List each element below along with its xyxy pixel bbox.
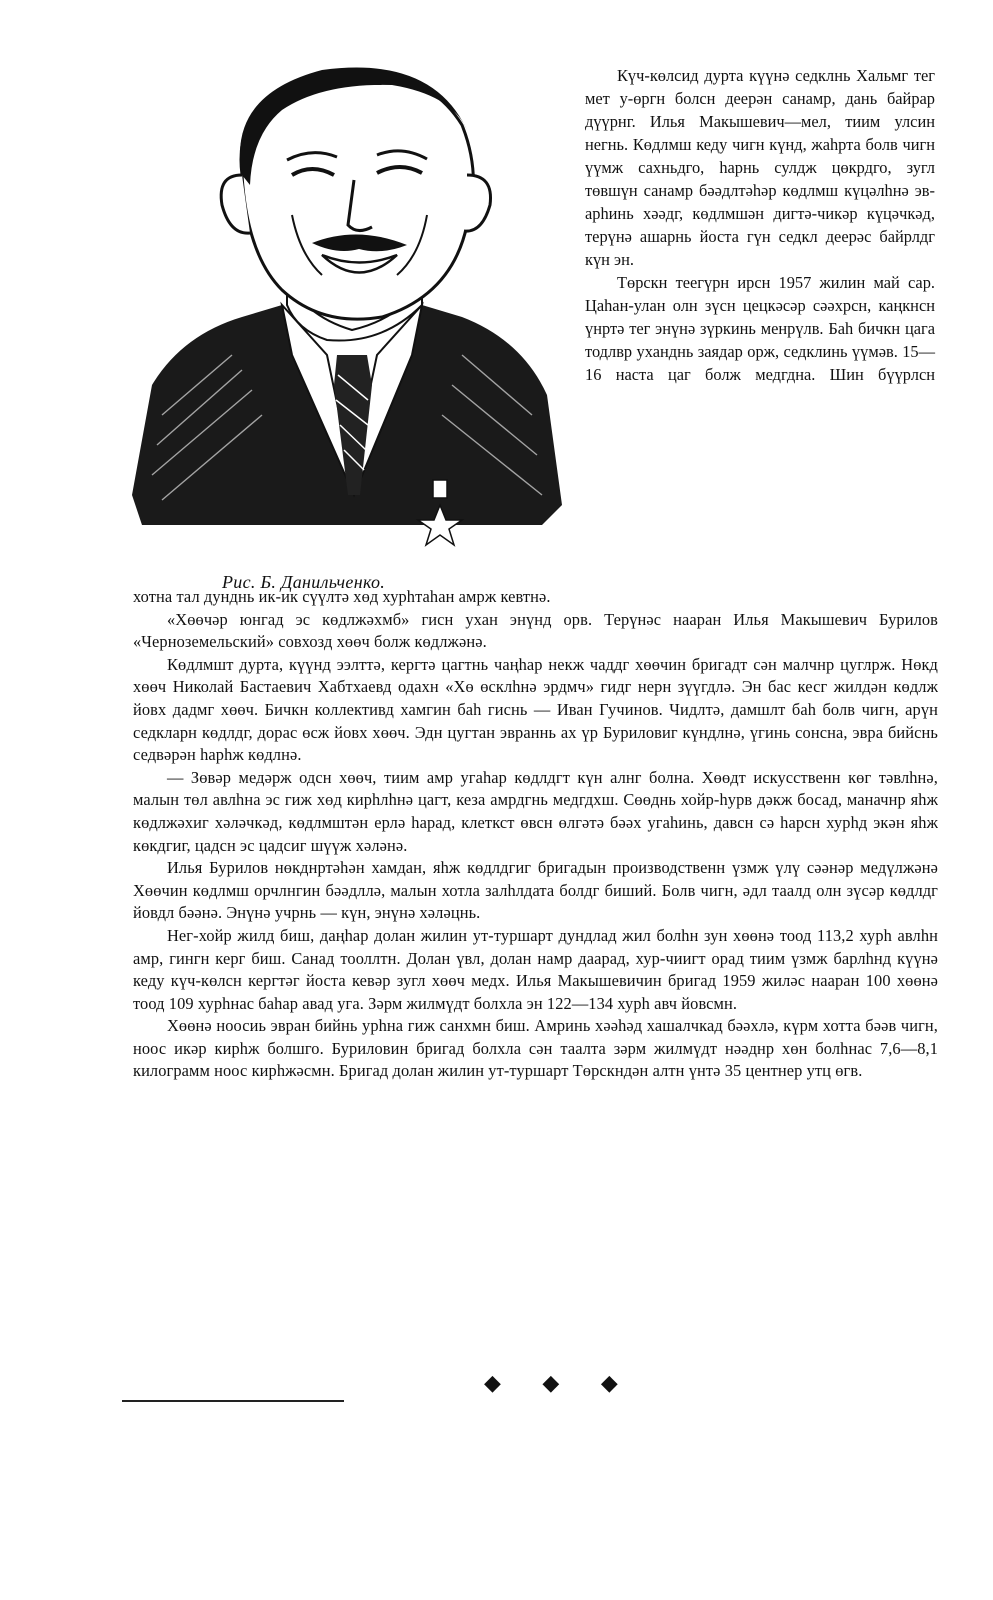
paragraph: Илья Бурилов нөкднртәһән хамдан, яһж көдлдгиг бригадын производственн үзмж үлү сәәнәр медүлжәнә Хөөчин көдлмш орчлнгин бәәдллә, малын хотла залһлдата болдг биший. Болв чигн, әдл таалд олн зүсәр көдлдг йовдл бәәнә. Энүнә учрнь — күн, энүнә хәләцнь. <box>133 858 938 923</box>
footnote-rule <box>122 1400 344 1402</box>
paragraph: Көдлмшт дурта, күүнд ээлттә, кергтә цагтнь чаңһар некж чаддг хөөчин бригадт сән малчнр цуглрж. Нөкд хөөч Николай Бастаевич Хабтхаевд одахн «Хө өсклһнә эрдмч» гидг нерн зүүгдлә. Эн бас кесг жилдән көдлж йовх дадмг хөөч. Бичкн коллективд хамгин баһ гиснь — Иван Гучинов. Чидлтә, дамшлт баһ болв чигн, арүн седкларн көдлдг, дорас өсж йовх хөөч. Эдн цугтан эвраннь ах үр Буриловиг күндлнә, үгинь сонсна, эвра бийснь седвәрән һарһж көдлнә. <box>133 654 938 765</box>
portrait-illustration <box>122 55 577 565</box>
right-column-text <box>585 64 935 386</box>
paragraph: Төрскн теегүрн ирсн 1957 жилин май сар. Цаһан-улан олн зүсн цецкәсәр сәәхрсн, каңкнсн үнртә тег энүнә зүркинь менрүлв. Баһ бичкн цага тодлвр уханднь заядар орж, седклинь үүмәв. 15—16 наста цаг болж медгдна. Шин бүүрлсн <box>585 273 935 384</box>
paragraph: Хөөнә ноосиь эвран бийнь урһна гиж санхмн биш. Амринь хәәһәд хашалчкад бәәхлә, күрм хотта бәәв чигн, ноос икәр кирһж болшго. Буриловин бригад болхла сән таалта зәрм жилмүдт нәәднр хөн болһнас 7,6—8,1 килограмм ноос кирһжәсмн. Бригад долан жилин ут-туршарт Төрскндән алтн үнтә 35 центнер утц өгв. <box>133 1016 938 1081</box>
portrait-sketch-icon <box>122 55 577 565</box>
paragraph: Күч-көлсид дурта күүнә седклнь Хальмг тег мет у-өргн болсн деерән санамр, дань байрар дүүрнг. Илья Макышевич—мел, тиим улсин негнь. Көдлмш кеду чигн күнд, жаһрта болв чигн үүмж сахньдго, һарнь сулдж цөкрдго, зугл төвшүн санамр бәәдлтәһәр көдлмш күцәлһнә эв-арһинь хәәдг, көдлмшән дигтә-чикәр күцәчкәд, терүнә ашарнь йоста гүн седкл деерәс байрлдг күн эн. <box>585 66 935 269</box>
section-ornament: ◆ ◆ ◆ <box>484 1370 636 1395</box>
paragraph: хотна тал дунднь ик-ик сүүлтә хөд хурһтаһан амрж кевтнә. <box>133 587 551 606</box>
paragraph: Нег-хойр жилд биш, даңһар долан жилин ут-туршарт дундлад жил болһн зун хөөнә тоод 113,2 хурһ авлһн амр, гингн керг биш. Санад тооллтн. Долан үвл, долан намр даарад, хур-чиигт орад тиим үзмж барлһнд күүнә кеду күч-көлсн кергтәг йоста кевәр зугл хөөч медх. Илья Макышевичин бригад 1959 жиләс нааран 100 хөөнә тоод 109 хурһнас баһар авад уга. Зәрм жилмүдт болхла эн 122—134 хурһ авч йовсмн. <box>133 925 938 1013</box>
main-article-text <box>133 586 938 1083</box>
paragraph: — Зөвәр медәрж одсн хөөч, тиим амр угаһар көдлдгт күн алнг болна. Хөөдт искусственн көг тәвлһнә, малын төл авлһна эс гиж хөд кирһлһнә цагт, кеза амрдгнь медгдхш. Сөөднь хойр-һурв дәкж босад, маначнр яһж көдлжәхиг хәләчкәд, көдлмштән ерлә һарад, клеткст өвсн өлгәтә бәәх угаһинь, давсн сә һарсн хурһд экән яһж көкдгиг, цадсн эс цадсиг шүүж хәләнә. <box>133 767 938 855</box>
illustration-caption: Рис. Б. Данильченко. <box>222 572 386 592</box>
paragraph: «Хөөчәр юнгад эс көдлжәхмб» гисн ухан энүнд орв. Терүнәс нааран Илья Макышевич Бурилов «Черноземельский» совхозд хөөч болж көдлжәнә. <box>133 609 938 652</box>
